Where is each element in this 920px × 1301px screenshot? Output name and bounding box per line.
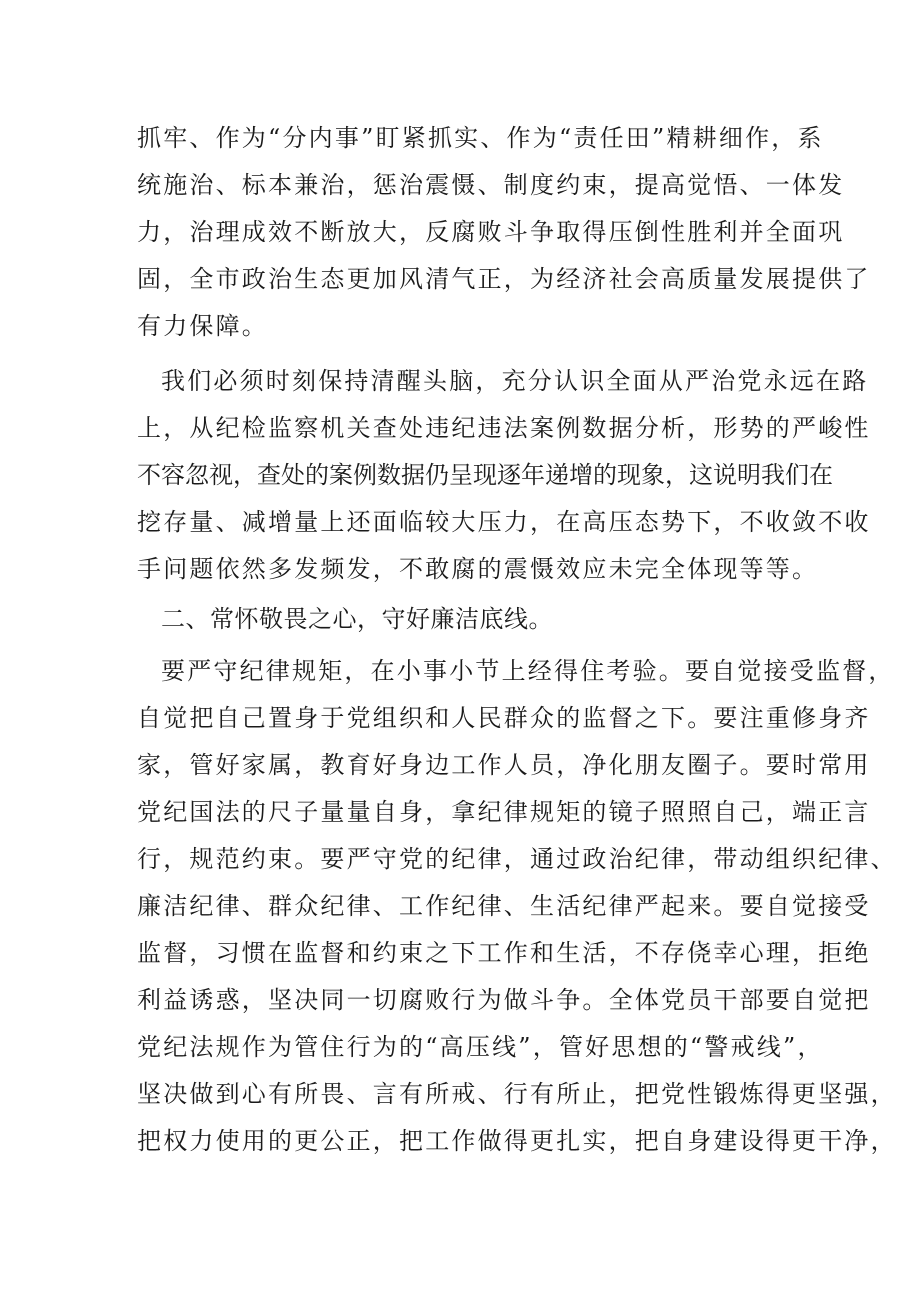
section-heading: 二、常怀敬畏之心，守好廉洁底线。 — [161, 605, 553, 633]
text-line-4: 固，全市政治生态更加风清气正，为经济社会高质量发展提供了 — [137, 265, 871, 293]
text-line-19: 利益诱惑，坚决同一切腐败行为做斗争。全体党员干部要自觉把 — [137, 986, 871, 1014]
text-line-20: 党纪法规作为管住行为的“高压线”，管好思想的“警戒线”， — [137, 1033, 824, 1061]
text-line-9: 挖存量、减增量上还面临较大压力，在高压态势下，不收敛不收 — [137, 508, 871, 536]
text-line-12: 要严守纪律规矩，在小事小节上经得住考验。要自觉接受监督， — [161, 657, 895, 685]
text-line-22: 把权力使用的更公正，把工作做得更扎实，把自身建设得更干净， — [137, 1127, 897, 1155]
text-line-16: 行，规范约束。要严守党的纪律，通过政治纪律，带动组织纪律、 — [137, 845, 897, 873]
text-line-6: 我们必须时刻保持清醒头脑，充分认识全面从严治党永远在路 — [161, 367, 869, 395]
text-line-7: 上，从纪检监察机关查处违纪违法案例数据分析，形势的严峻性 — [137, 414, 871, 442]
text-line-10: 手问题依然多发频发，不敢腐的震慑效应未完全体现等等。 — [137, 555, 819, 583]
text-line-21: 坚决做到心有所畏、言有所戒、行有所止，把党性锻炼得更坚强， — [137, 1080, 897, 1108]
text-line-2: 统施治、标本兼治，惩治震慑、制度约束，提高觉悟、一体发 — [137, 171, 845, 199]
text-line-14: 家，管好家属，教育好身边工作人员，净化朋友圈子。要时常用 — [137, 751, 871, 779]
text-line-13: 自觉把自己置身于党组织和人民群众的监督之下。要注重修身齐 — [137, 704, 871, 732]
text-line-1: 抓牢、作为“分内事”盯紧抓实、作为“责任田”精耕细作，系 — [137, 124, 824, 152]
text-line-15: 党纪国法的尺子量量自身，拿纪律规矩的镜子照照自己，端正言 — [137, 798, 871, 826]
text-line-18: 监督，习惯在监督和约束之下工作和生活，不存侥幸心理，拒绝 — [137, 939, 871, 967]
text-line-3: 力，治理成效不断放大，反腐败斗争取得压倒性胜利并全面巩 — [137, 218, 845, 246]
text-line-17: 廉洁纪律、群众纪律、工作纪律、生活纪律严起来。要自觉接受 — [137, 892, 871, 920]
text-line-8: 不容忽视，查处的案例数据仍呈现逐年递增的现象，这说明我们在 — [137, 461, 833, 489]
text-line-5: 有力保障。 — [137, 312, 268, 340]
